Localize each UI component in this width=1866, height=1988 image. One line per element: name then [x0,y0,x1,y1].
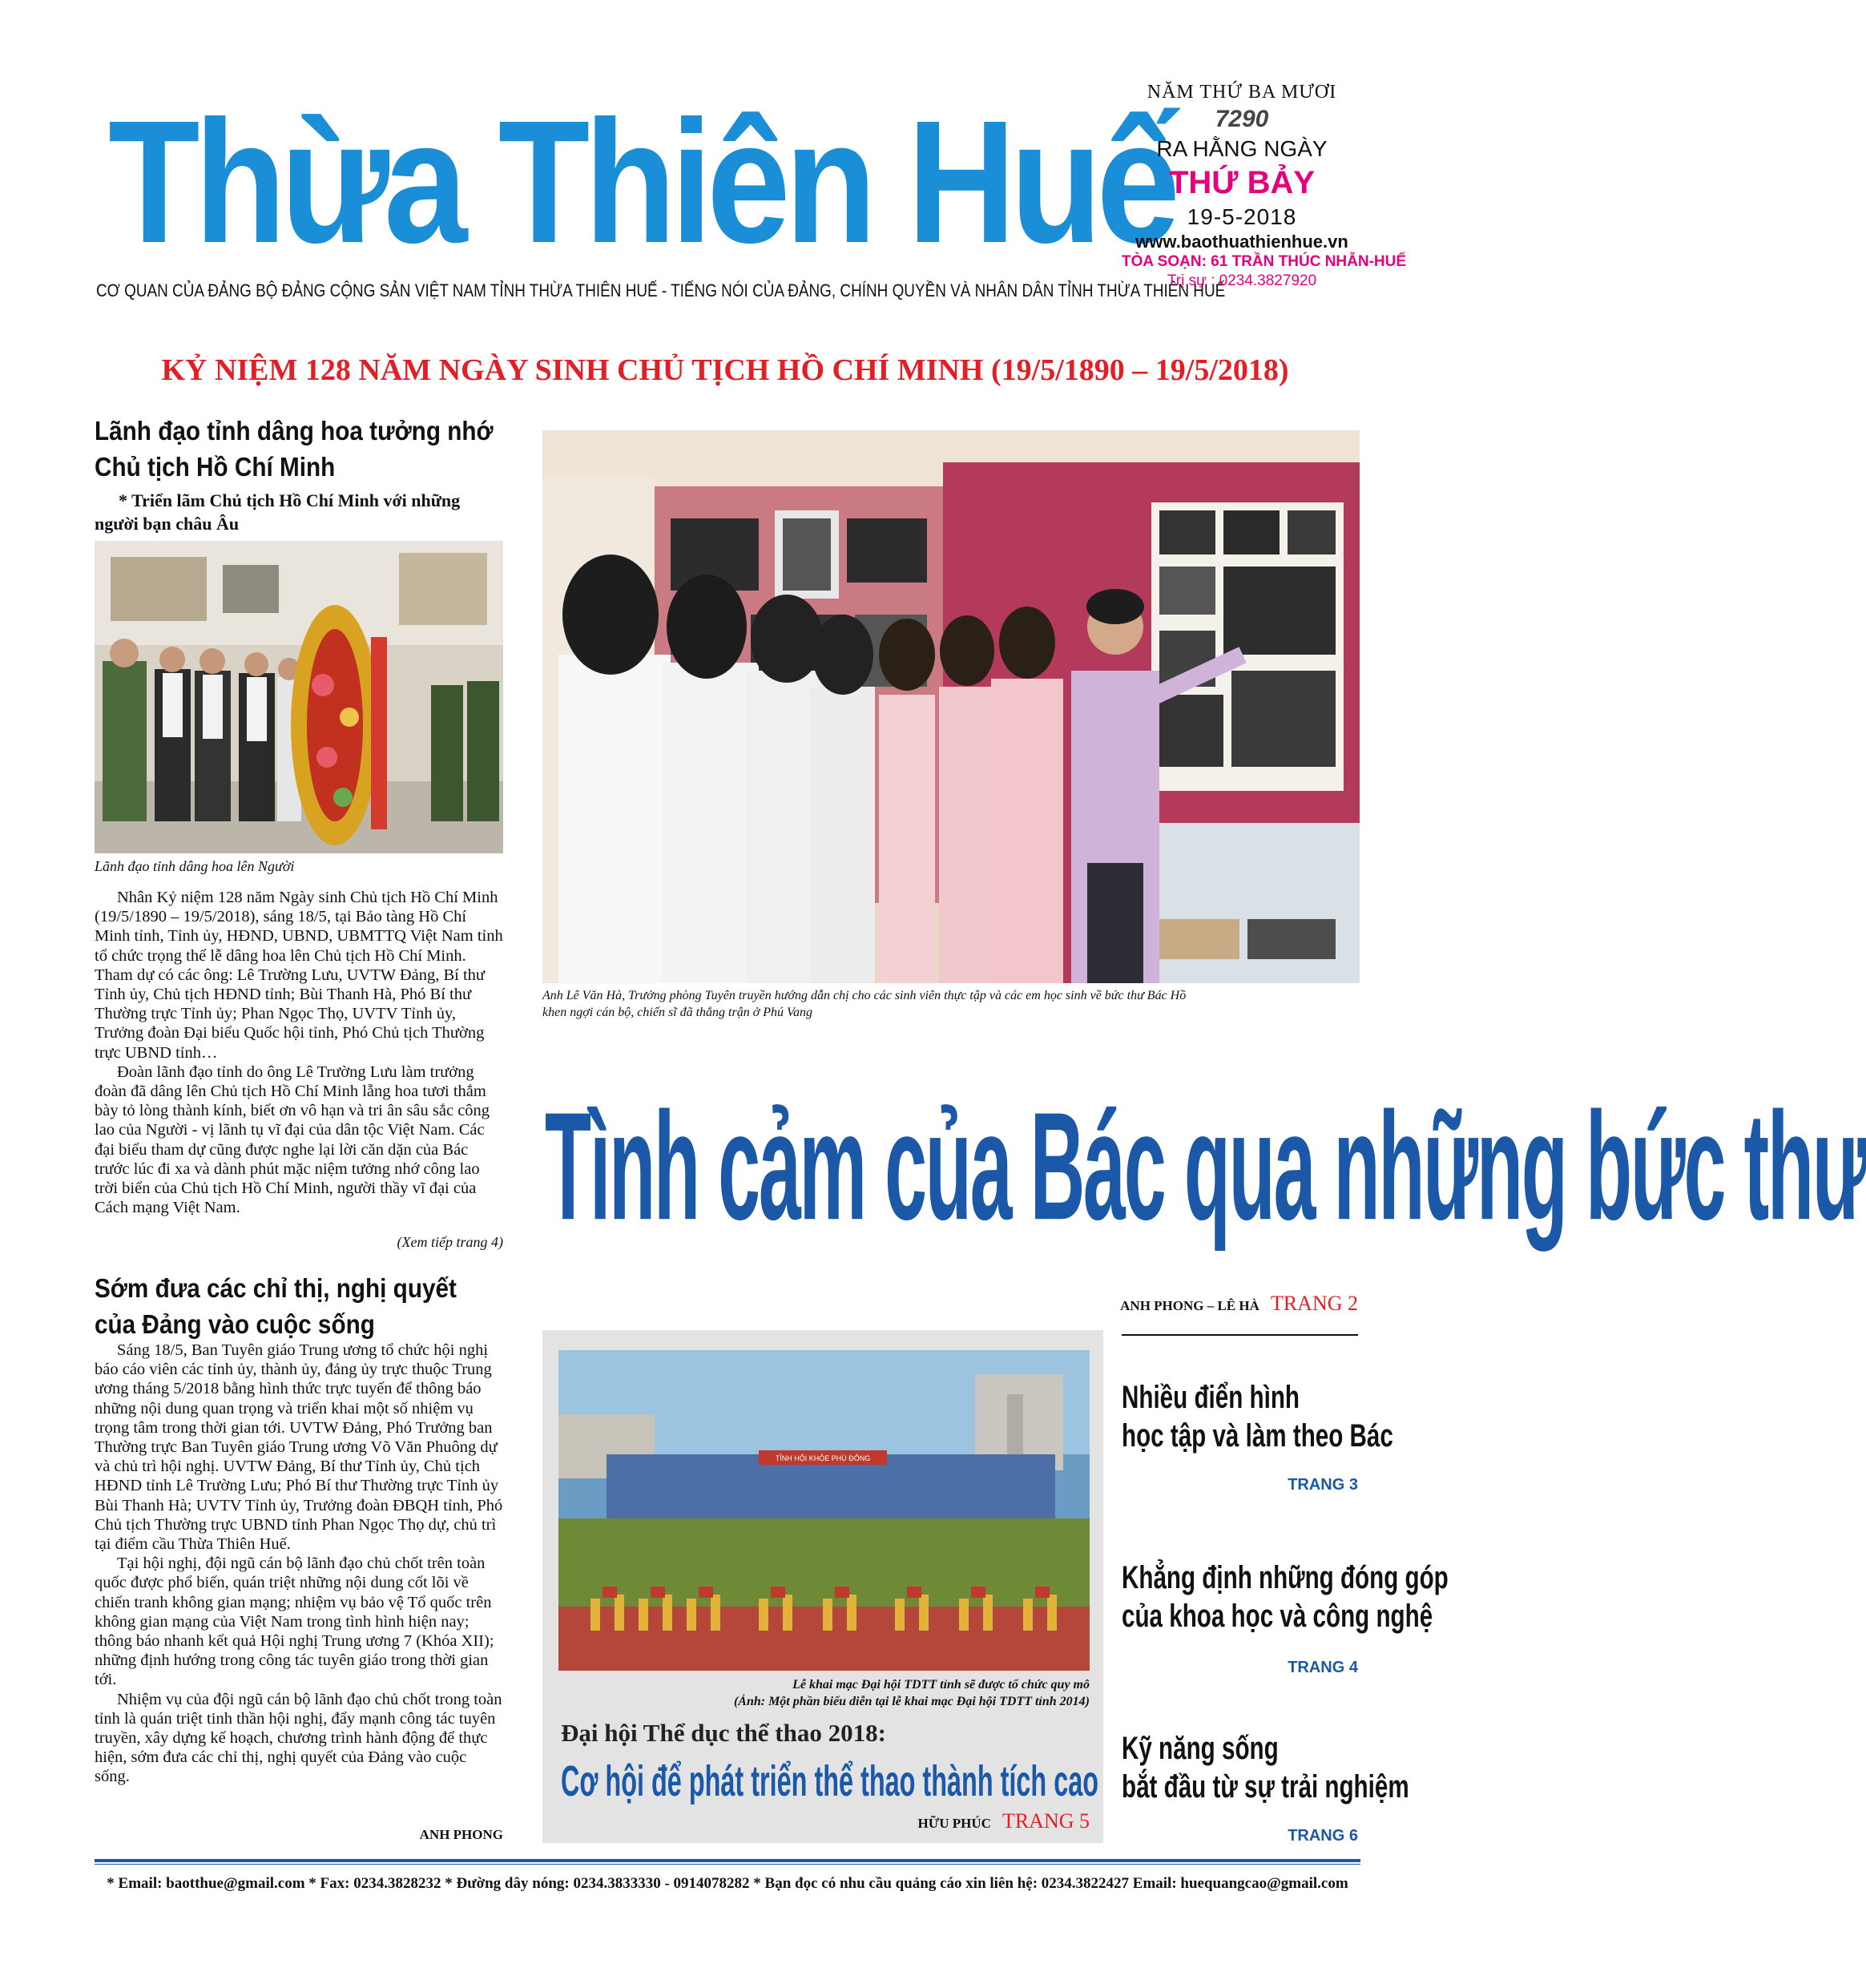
feature-photo [542,430,1360,983]
article1-headline[interactable] [95,413,498,485]
masthead-tagline: CƠ QUAN CỦA ĐẢNG BỘ ĐẢNG CỘNG SẢN VIỆT NAM TỈNH THỪA THIÊN HUẾ - TIẾNG NÓI CỦA ĐẢNG, CHÍNH QUYỀN VÀ NHÂN DÂN TỈNH THỪA THIÊN HUẾ [96,280,1226,300]
footer-contact: * Email: baotthue@gmail.com * Fax: 0234.3828232 * Đường dây nóng: 0234.3833330 - 0914078282 * Bạn đọc có nhu cầu quảng cáo xin liên hệ: 0234.3822427 Email: huequangcao@gmail.com [107,1875,1348,1892]
right-teaser-1-line2: học tập và làm theo Bác [1122,1418,1393,1454]
sports-caption-line2: (Ảnh: Một phần biểu diễn tại lễ khai mạc Đại hội TDTT tỉnh 2014) [733,1695,1090,1708]
anniversary-banner: KỶ NIỆM 128 NĂM NGÀY SINH CHỦ TỊCH HỒ CHÍ MINH (19/5/1890 – 19/5/2018) [161,353,1289,387]
article1-subhead: * Triển lãm Chủ tịch Hồ Chí Minh với những người bạn châu Âu [95,490,461,534]
issue-weekday: THỨ BẢY [1168,164,1316,200]
feature-byline [945,1292,1358,1316]
office-phone: Trị sự : 0234.3827920 [1167,272,1317,289]
right-teaser-2[interactable] [1122,1559,1449,1635]
right-teaser-3-line1: Kỹ năng sống [1122,1731,1279,1766]
sports-kicker: Đại hội Thể dục thể thao 2018: [561,1719,886,1747]
issue-info [1122,80,1407,291]
right-col-divider [1122,1334,1358,1336]
feature-caption-line2: khen ngợi cán bộ, chiến sĩ đã thắng trận ở Phú Vang [542,1006,813,1019]
sports-headline[interactable]: Cơ hội để phát triển thể thao thành tích cao [561,1757,1099,1805]
article2-headline-line2: của Đảng vào cuộc sống [95,1309,375,1339]
sports-photo [558,1350,1090,1671]
article1-see-more[interactable]: (Xem tiếp trang 4) [397,1234,503,1250]
right-teaser-2-line1: Khẳng định những đóng góp [1122,1560,1449,1595]
sports-byline [561,1809,1090,1833]
article2-headline[interactable] [95,1270,498,1342]
right-teaser-3-page[interactable]: TRANG 6 [1288,1827,1358,1845]
sports-author: HỮU PHÚC [917,1816,991,1831]
sports-page-ref[interactable]: TRANG 5 [1002,1809,1090,1833]
article1-headline-line2: Chủ tịch Hồ Chí Minh [95,452,336,482]
article1-headline-line1: Lãnh đạo tỉnh dâng hoa tưởng nhớ [95,416,494,446]
article1-paragraph: Đoàn lãnh đạo tỉnh do ông Lê Trường Lưu làm trưởng đoàn đã dâng lên Chủ tịch Hồ Chí Minh lẵng hoa tươi thắm bày tỏ lòng thành kính, biết ơn vô hạn và tri ân sâu sắc công lao của Người - vị lãnh tụ vĩ đại của dân tộc Việt Nam. Các đại biểu tham dự cũng được nghe lại lời căn dặn của Bác trước lúc đi xa và dành phút mặc niệm tưởng nhớ công lao trời biển của Chủ tịch Hồ Chí Minh, người thầy vĩ đại của Cách mạng Việt Nam. [95,1063,490,1217]
website-link[interactable]: www.baothuathienhue.vn [1135,231,1348,252]
footer-rule-thin [95,1864,1360,1865]
right-teaser-1-page[interactable]: TRANG 3 [1288,1476,1358,1494]
right-teaser-3-line2: bắt đầu từ sự trải nghiệm [1122,1769,1409,1805]
article1-photo [95,541,503,853]
masthead-title: Thừa Thiên Huế [108,85,1175,280]
sports-caption-line1: Lễ khai mạc Đại hội TDTT tỉnh sẽ được tổ chức quy mô [792,1678,1090,1692]
sports-photo-caption [558,1676,1090,1710]
right-teaser-1[interactable] [1122,1378,1393,1455]
feature-caption-line1: Anh Lê Văn Hà, Trưởng phòng Tuyên truyền hướng dẫn chị cho các sinh viên thực tập và các em học sinh về bức thư Bác Hồ [542,989,1187,1002]
article2-body [95,1341,503,1787]
office-address: TÒA SOẠN: 61 TRẦN THÚC NHẪN-HUẾ [1122,253,1407,270]
article1-body [95,888,503,1217]
article1-paragraph: Nhân Kỷ niệm 128 năm Ngày sinh Chủ tịch Hồ Chí Minh (19/5/1890 – 19/5/2018), sáng 18/5, tại Bảo tàng Hồ Chí Minh tỉnh, Tỉnh ủy, HĐND, UBND, UBMTTQ Việt Nam tỉnh tổ chức trọng thể lễ dâng hoa lên Chủ tịch Hồ Chí Minh. Tham dự có các ông: Lê Trường Lưu, UVTW Đảng, Bí thư Tỉnh ủy, Chủ tịch HĐND tỉnh; Bùi Thanh Hà, Phó Bí thư Thường trực Tỉnh ủy; Phan Ngọc Thọ, UVTV Tỉnh ủy, Trưởng đoàn Đại biểu Quốc hội tỉnh, Phó Chủ tịch Thường trực UBND tỉnh… [95,889,503,1062]
article2-paragraph: Tại hội nghị, đội ngũ cán bộ lãnh đạo chủ chốt trên toàn quốc được phổ biến, quán triệt những nội dung cốt lõi về chiến tranh không gian mạng; nhiệm vụ bảo vệ Tổ quốc trên không gian mạng của Việt Nam trong tình hình hiện nay; thông báo nhanh kết quả Hội nghị Trung ương 7 (Khóa XII); những định hướng trong công tác tuyên giáo trong thời gian tới. [95,1555,494,1689]
issue-frequency: RA HẰNG NGÀY [1156,135,1328,161]
stadium-sign: TỈNH HỘI KHỎE PHÙ ĐỔNG [775,1454,871,1462]
feature-author: ANH PHONG – LÊ HÀ [1120,1298,1259,1313]
right-teaser-2-page[interactable]: TRANG 4 [1288,1659,1358,1676]
right-teaser-1-line1: Nhiều điển hình [1122,1380,1300,1415]
issue-year: NĂM THỨ BA MƯƠI [1147,82,1337,103]
right-teaser-2-line2: của khoa học và công nghệ [1122,1599,1433,1634]
feature-photo-caption [542,987,1360,1021]
footer-rule [95,1859,1360,1862]
article2-headline-line1: Sớm đưa các chỉ thị, nghị quyết [95,1273,457,1303]
article2-paragraph: Nhiệm vụ của đội ngũ cán bộ lãnh đạo chủ chốt trong toàn tỉnh là quán triệt tinh thần hội nghị, đẩy mạnh công tác tuyên truyền, xây dựng kế hoạch, chương trình hành động để thực hiện, sớm đưa các chỉ thị, nghị quyết của Đảng vào cuộc sống. [95,1690,502,1786]
article2-paragraph: Sáng 18/5, Ban Tuyên giáo Trung ương tổ chức hội nghị báo cáo viên các tỉnh ủy, thành ủy, đảng ủy trực thuộc Trung ương tháng 5/2018 bằng hình thức trực tuyến để thông báo những nội dung quan trọng và triển khai một số nhiệm vụ trọng tâm trong thời gian tới. UVTW Đảng, Phó Trưởng ban Thường trực Ban Tuyên giáo Trung ương Võ Văn Phuông dự và chủ trì hội nghị. UVTW Đảng, Bí thư Tỉnh ủy, Chủ tịch HĐND tỉnh Lê Trường Lưu; Phó Bí thư Thường trực Tỉnh ủy Bùi Thanh Hà; UVTV Tỉnh ủy, Trưởng đoàn ĐBQH tỉnh, Phó Chủ tịch Thường trực UBND tỉnh Phan Ngọc Thọ dự, chủ trì tại điểm cầu Thừa Thiên Huế. [95,1341,503,1554]
article1-photo-caption: Lãnh đạo tỉnh dâng hoa lên Người [95,858,295,874]
issue-date: 19-5-2018 [1187,204,1297,229]
feature-page-ref[interactable]: TRANG 2 [1270,1292,1358,1315]
right-teaser-3[interactable] [1122,1729,1409,1806]
feature-big-title[interactable]: Tình cảm của Bác qua những bức thư [545,1080,1866,1252]
article2-author: ANH PHONG [419,1827,503,1842]
issue-number: 7290 [1215,106,1269,132]
